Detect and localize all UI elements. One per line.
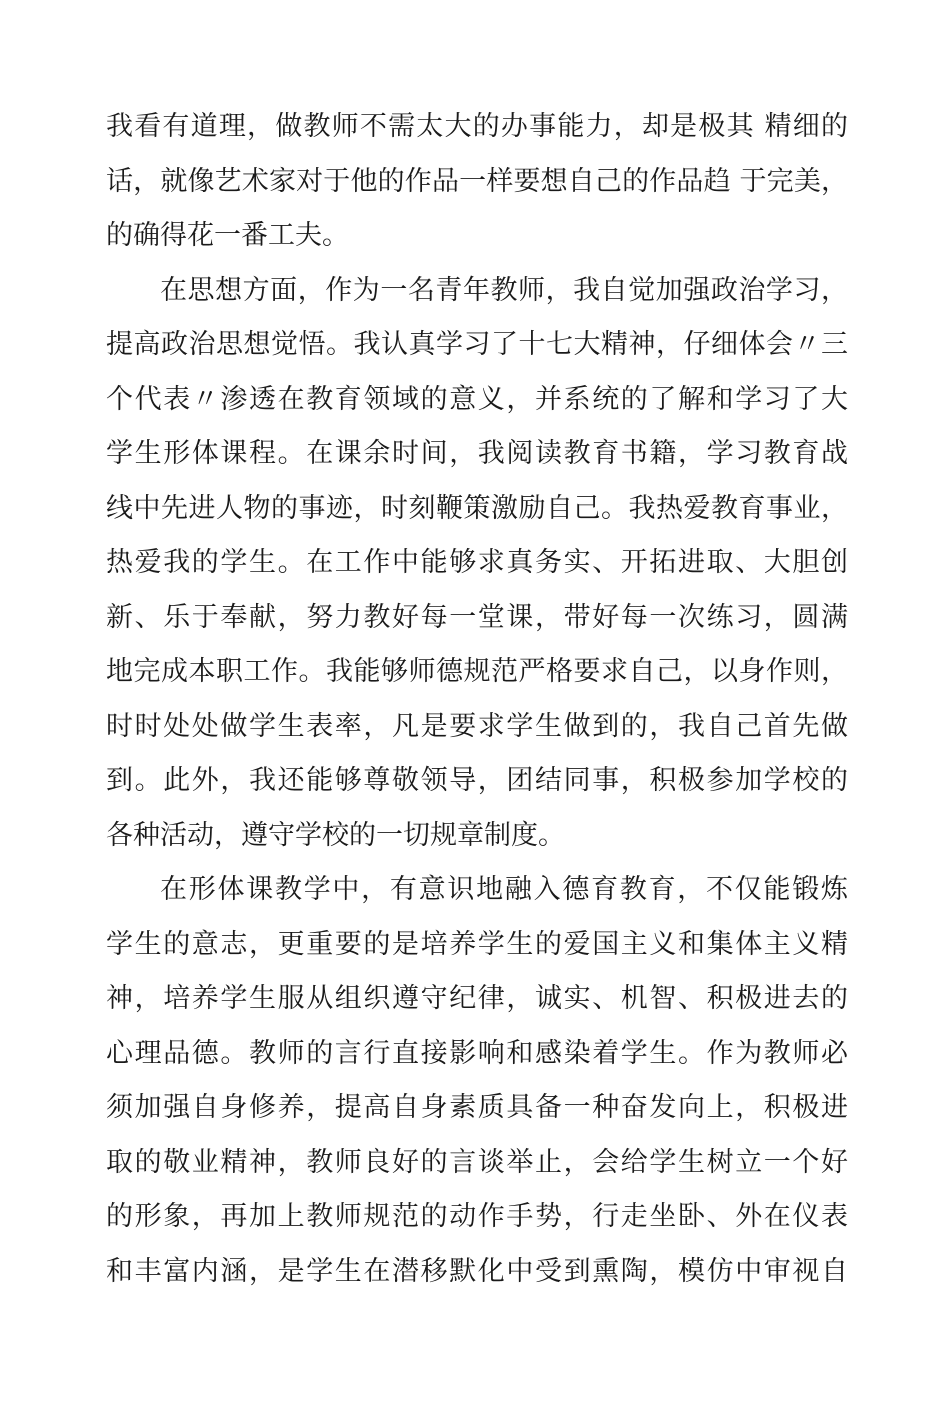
text-line: 学生的意志，更重要的是培养学生的爱国主义和集体主义精 bbox=[106, 928, 848, 960]
text-line: 到。此外，我还能够尊敬领导，团结同事，积极参加学校的 bbox=[106, 765, 848, 796]
paragraph-2 bbox=[106, 264, 848, 864]
text-line: 在思想方面，作为一名青年教师，我自觉加强政治学习， bbox=[160, 274, 848, 306]
text-line: 的形象，再加上教师规范的动作手势，行走坐卧、外在仪表 bbox=[106, 1201, 848, 1232]
text-line: 我看有道理，做教师不需太大的办事能力，却是极其 精细的 bbox=[106, 111, 848, 142]
paragraph-1 bbox=[106, 100, 848, 264]
text-line: 提高政治思想觉悟。我认真学习了十七大精神，仔细体会〃三 bbox=[106, 329, 848, 360]
text-line: 在形体课教学中，有意识地融入德育教育，不仅能锻炼 bbox=[160, 874, 848, 905]
text-line: 个代表〃渗透在教育领域的意义，并系统的了解和学习了大 bbox=[106, 383, 848, 415]
text-line: 地完成本职工作。我能够师德规范严格要求自己，以身作则， bbox=[106, 656, 848, 687]
text-line: 学生形体课程。在课余时间，我阅读教育书籍，学习教育战 bbox=[106, 438, 848, 469]
text-line: 各种活动，遵守学校的一切规章制度。 bbox=[106, 819, 565, 851]
text-line: 话，就像艺术家对于他的作品一样要想自己的作品趋 于完美， bbox=[106, 165, 848, 197]
text-line: 新、乐于奉献，努力教好每一堂课，带好每一次练习，圆满 bbox=[106, 601, 848, 633]
text-line: 取的敬业精神，教师良好的言谈举止，会给学生树立一个好 bbox=[106, 1146, 848, 1178]
text-line: 的确得花一番工夫。 bbox=[106, 220, 349, 251]
text-line: 心理品德。教师的言行直接影响和感染着学生。作为教师必 bbox=[106, 1037, 848, 1069]
paragraph-3 bbox=[106, 863, 848, 1299]
text-line: 时时处处做学生表率，凡是要求学生做到的，我自己首先做 bbox=[106, 710, 848, 742]
text-line: 神，培养学生服从组织遵守纪律，诚实、机智、积极进去的 bbox=[106, 983, 848, 1014]
text-line: 和丰富内涵，是学生在潜移默化中受到熏陶，模仿中审视自 bbox=[106, 1255, 848, 1287]
text-line: 线中先进人物的事迹，时刻鞭策激励自己。我热爱教育事业， bbox=[106, 492, 848, 524]
text-line: 热爱我的学生。在工作中能够求真务实、开拓进取、大胆创 bbox=[106, 547, 848, 578]
document-body bbox=[106, 100, 848, 1299]
text-line: 须加强自身修养，提高自身素质具备一种奋发向上，积极进 bbox=[106, 1092, 848, 1123]
